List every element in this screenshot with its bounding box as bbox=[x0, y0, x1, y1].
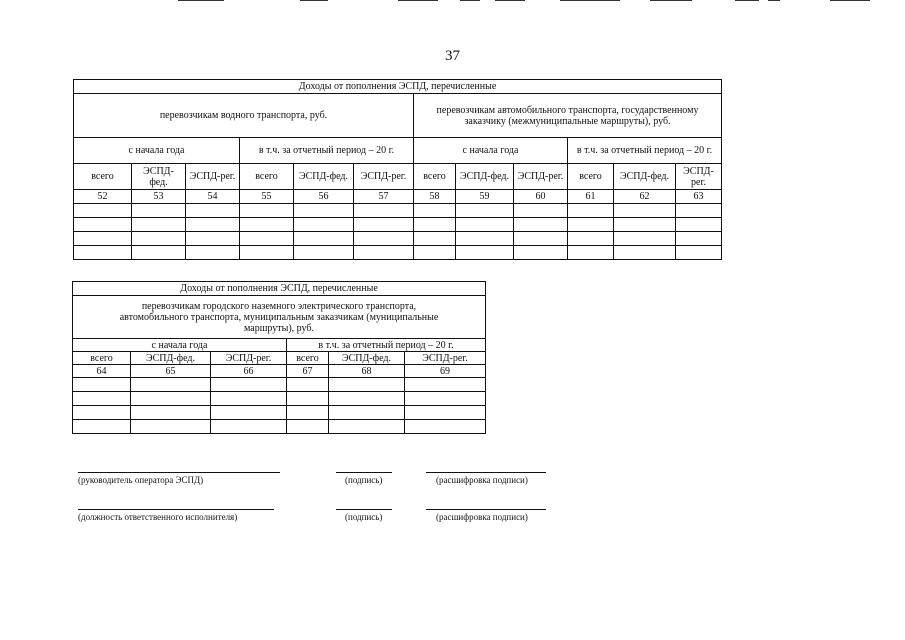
empty-cell bbox=[514, 218, 568, 232]
column-header: ЭСПД-рег. bbox=[514, 164, 568, 190]
empty-cell bbox=[132, 246, 186, 260]
column-header: ЭСПД-фед. bbox=[456, 164, 514, 190]
empty-cell bbox=[414, 204, 456, 218]
water-auto-income-table bbox=[73, 79, 722, 260]
column-header: ЭСПД-рег. bbox=[676, 164, 722, 190]
empty-cell bbox=[414, 218, 456, 232]
period-header-reporting: в т.ч. за отчетный период – 20 г. bbox=[568, 138, 722, 164]
column-number: 61 bbox=[568, 190, 614, 204]
empty-cell bbox=[240, 204, 294, 218]
column-number: 55 bbox=[240, 190, 294, 204]
empty-cell bbox=[131, 420, 211, 434]
group-header-urban: перевозчикам городского наземного электрического транспорта, автомобильного транспорта, муниципальным заказчикам (муниципальные маршруты), руб. bbox=[73, 296, 486, 339]
column-number: 60 bbox=[514, 190, 568, 204]
column-number: 54 bbox=[186, 190, 240, 204]
table-title: Доходы от пополнения ЭСПД, перечисленные bbox=[74, 80, 722, 94]
column-number: 68 bbox=[329, 365, 405, 378]
empty-cell bbox=[676, 232, 722, 246]
column-number: 67 bbox=[287, 365, 329, 378]
table-row bbox=[73, 420, 486, 434]
empty-cell bbox=[329, 420, 405, 434]
empty-cell bbox=[294, 204, 354, 218]
empty-cell bbox=[287, 378, 329, 392]
empty-cell bbox=[240, 246, 294, 260]
empty-cell bbox=[405, 378, 486, 392]
top-rule bbox=[560, 0, 620, 1]
period-header-reporting: в т.ч. за отчетный период – 20 г. bbox=[240, 138, 414, 164]
period-header-reporting: в т.ч. за отчетный период – 20 г. bbox=[287, 339, 486, 352]
empty-cell bbox=[74, 218, 132, 232]
table-row bbox=[74, 218, 722, 232]
empty-cell bbox=[186, 218, 240, 232]
empty-cell bbox=[568, 218, 614, 232]
empty-cell bbox=[405, 406, 486, 420]
column-header: всего bbox=[287, 352, 329, 365]
empty-cell bbox=[329, 406, 405, 420]
table-row bbox=[74, 232, 722, 246]
empty-cell bbox=[186, 246, 240, 260]
column-number: 65 bbox=[131, 365, 211, 378]
top-rule bbox=[495, 0, 525, 1]
empty-cell bbox=[211, 420, 287, 434]
column-number: 63 bbox=[676, 190, 722, 204]
column-header: ЭСПД-рег. bbox=[405, 352, 486, 365]
signature-caption: (подпись) bbox=[345, 475, 383, 485]
empty-cell bbox=[287, 420, 329, 434]
empty-cell bbox=[74, 232, 132, 246]
empty-cell bbox=[354, 204, 414, 218]
empty-cell bbox=[240, 218, 294, 232]
empty-cell bbox=[73, 406, 131, 420]
empty-cell bbox=[456, 204, 514, 218]
top-rule bbox=[300, 0, 328, 1]
signature-decoding-caption: (расшифровка подписи) bbox=[436, 475, 528, 485]
empty-cell bbox=[74, 204, 132, 218]
empty-cell bbox=[456, 232, 514, 246]
empty-cell bbox=[514, 246, 568, 260]
page-number: 37 bbox=[445, 48, 460, 64]
empty-cell bbox=[514, 232, 568, 246]
column-number: 56 bbox=[294, 190, 354, 204]
column-number: 66 bbox=[211, 365, 287, 378]
column-header: ЭСПД-фед. bbox=[132, 164, 186, 190]
signature-line bbox=[426, 509, 546, 510]
empty-cell bbox=[294, 246, 354, 260]
signature-line bbox=[78, 509, 274, 510]
column-number: 62 bbox=[614, 190, 676, 204]
empty-cell bbox=[211, 378, 287, 392]
column-number: 69 bbox=[405, 365, 486, 378]
period-header-year: с начала года bbox=[414, 138, 568, 164]
empty-cell bbox=[568, 246, 614, 260]
empty-cell bbox=[568, 204, 614, 218]
empty-cell bbox=[132, 218, 186, 232]
empty-cell bbox=[354, 218, 414, 232]
empty-cell bbox=[354, 246, 414, 260]
column-header: всего bbox=[74, 164, 132, 190]
column-number: 53 bbox=[132, 190, 186, 204]
empty-cell bbox=[414, 232, 456, 246]
table-title: Доходы от пополнения ЭСПД, перечисленные bbox=[73, 282, 486, 296]
empty-cell bbox=[568, 232, 614, 246]
empty-cell bbox=[186, 232, 240, 246]
top-rule bbox=[650, 0, 692, 1]
empty-cell bbox=[354, 232, 414, 246]
empty-cell bbox=[614, 218, 676, 232]
column-header: всего bbox=[73, 352, 131, 365]
table-row bbox=[73, 392, 486, 406]
column-header: ЭСПД-фед. bbox=[131, 352, 211, 365]
column-header: ЭСПД-фед. bbox=[294, 164, 354, 190]
column-header: ЭСПД-фед. bbox=[614, 164, 676, 190]
column-number: 57 bbox=[354, 190, 414, 204]
table-row bbox=[74, 204, 722, 218]
empty-cell bbox=[132, 232, 186, 246]
empty-cell bbox=[294, 218, 354, 232]
column-number: 58 bbox=[414, 190, 456, 204]
signature-role-caption: (руководитель оператора ЭСПД) bbox=[78, 475, 204, 485]
empty-cell bbox=[676, 218, 722, 232]
empty-cell bbox=[614, 232, 676, 246]
column-header: всего bbox=[414, 164, 456, 190]
empty-cell bbox=[73, 378, 131, 392]
empty-cell bbox=[456, 218, 514, 232]
column-header: ЭСПД-рег. bbox=[211, 352, 287, 365]
signature-line bbox=[426, 472, 546, 473]
empty-cell bbox=[131, 392, 211, 406]
empty-cell bbox=[456, 246, 514, 260]
empty-cell bbox=[211, 406, 287, 420]
top-rule bbox=[398, 0, 438, 1]
top-rule bbox=[830, 0, 870, 1]
column-header: всего bbox=[240, 164, 294, 190]
empty-cell bbox=[414, 246, 456, 260]
empty-cell bbox=[614, 246, 676, 260]
empty-cell bbox=[211, 392, 287, 406]
top-rule bbox=[735, 0, 759, 1]
empty-cell bbox=[405, 420, 486, 434]
top-rule bbox=[178, 0, 224, 1]
period-header-year: с начала года bbox=[74, 138, 240, 164]
top-rule bbox=[460, 0, 480, 1]
empty-cell bbox=[74, 246, 132, 260]
column-header: ЭСПД-рег. bbox=[186, 164, 240, 190]
signature-role-caption: (должность ответственного исполнителя) bbox=[78, 512, 238, 522]
table-row bbox=[74, 246, 722, 260]
signature-line bbox=[78, 472, 280, 473]
group-header-water: перевозчикам водного транспорта, руб. bbox=[74, 94, 414, 138]
empty-cell bbox=[614, 204, 676, 218]
empty-cell bbox=[131, 378, 211, 392]
empty-cell bbox=[287, 392, 329, 406]
urban-municipal-income-table bbox=[72, 281, 486, 434]
empty-cell bbox=[73, 420, 131, 434]
column-header: всего bbox=[568, 164, 614, 190]
column-header: ЭСПД-фед. bbox=[329, 352, 405, 365]
column-header: ЭСПД-рег. bbox=[354, 164, 414, 190]
top-rule bbox=[768, 0, 780, 1]
empty-cell bbox=[514, 204, 568, 218]
empty-cell bbox=[186, 204, 240, 218]
group-header-auto-state: перевозчикам автомобильного транспорта, государственному заказчику (межмуниципальные маршруты), руб. bbox=[414, 94, 722, 138]
table-row bbox=[73, 378, 486, 392]
empty-cell bbox=[405, 392, 486, 406]
period-header-year: с начала года bbox=[73, 339, 287, 352]
table-row bbox=[73, 406, 486, 420]
empty-cell bbox=[287, 406, 329, 420]
empty-cell bbox=[329, 378, 405, 392]
empty-cell bbox=[131, 406, 211, 420]
signature-caption: (подпись) bbox=[345, 512, 383, 522]
empty-cell bbox=[676, 204, 722, 218]
column-number: 64 bbox=[73, 365, 131, 378]
empty-cell bbox=[132, 204, 186, 218]
empty-cell bbox=[240, 232, 294, 246]
signature-line bbox=[336, 509, 392, 510]
empty-cell bbox=[676, 246, 722, 260]
column-number: 52 bbox=[74, 190, 132, 204]
empty-cell bbox=[329, 392, 405, 406]
signature-line bbox=[336, 472, 392, 473]
empty-cell bbox=[73, 392, 131, 406]
column-number: 59 bbox=[456, 190, 514, 204]
empty-cell bbox=[294, 232, 354, 246]
signature-decoding-caption: (расшифровка подписи) bbox=[436, 512, 528, 522]
